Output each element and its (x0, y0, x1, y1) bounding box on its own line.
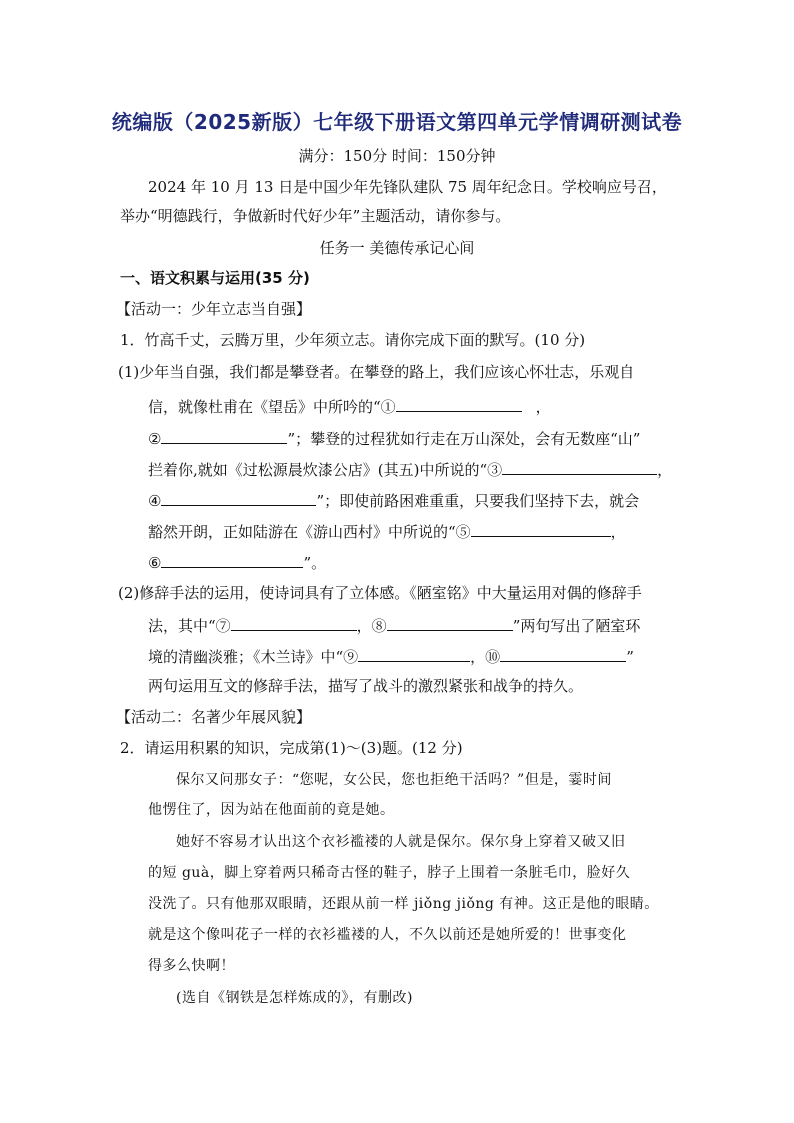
text: ② (148, 430, 162, 448)
passage-line: 他愣住了，因为站在他面前的竟是她。 (148, 802, 395, 818)
activity-2-heading: 【活动二：名著少年展风貌】 (116, 708, 312, 726)
passage-line: 保尔又问那女子：“您呢，女公民，您也拒绝干活吗？”但是，霎时间 (176, 772, 612, 788)
text: ， (535, 398, 551, 416)
text: ，⑩ (470, 648, 501, 666)
section-heading: 一、语文积累与运用(35 分) (120, 269, 310, 287)
text: 信，就像杜甫在《望岳》中所吟的“① (148, 398, 396, 416)
text: ”两句写出了陋室环 (512, 617, 641, 635)
intro-line-2: 举办“明德践行，争做新时代好少年”主题活动，请你参与。 (120, 207, 511, 225)
text: 拦着你,就如《过松源晨炊漆公店》(其五)中所说的“③ (148, 461, 503, 479)
activity-1-heading: 【活动一：少年立志当自强】 (116, 300, 312, 318)
text: 境的清幽淡雅；《木兰诗》中“⑨ (148, 648, 359, 666)
q1-part2-line (148, 614, 640, 636)
passage-line: 她好不容易才认出这个衣衫褴褛的人就是保尔。保尔身上穿着又破又旧 (176, 834, 626, 850)
exam-title: 统编版（2025新版）七年级下册语文第四单元学情调研测试卷 (111, 110, 683, 134)
text: ”。 (303, 554, 327, 572)
q1-part1-line (148, 551, 326, 573)
text: ” (626, 648, 634, 666)
q1-part1-line: (1)少年当自强，我们都是攀登者。在攀登的路上，我们应该心怀壮志，乐观自 (118, 363, 635, 381)
answer-blank-9[interactable] (358, 645, 470, 662)
q1-part1-line (148, 489, 639, 511)
q1-part1-line (148, 395, 551, 417)
intro-line-1: 2024 年 10 月 13 日是中国少年先锋队建队 75 周年纪念日。学校响应号召， (148, 178, 667, 196)
passage-line: 没洗了。只有他那双眼睛，还跟从前一样 jiǒng jiǒng 有神。这正是他的眼睛。 (148, 896, 659, 912)
q1-part1-line (148, 520, 626, 542)
q1-part2-line (148, 645, 634, 667)
question-2-stem: 2．请运用积累的知识，完成第(1)～(3)题。(12 分) (120, 739, 463, 757)
answer-blank-6[interactable] (161, 551, 303, 568)
q1-part1-line (148, 427, 640, 449)
text: ”；即使前路困难重重，只要我们坚持下去，就会 (316, 492, 640, 510)
answer-blank-8[interactable] (387, 614, 513, 631)
text: ⑥ (148, 554, 162, 572)
answer-blank-7[interactable] (231, 614, 357, 631)
passage-source: (选自《钢铁是怎样炼成的》，有删改) (176, 990, 413, 1006)
answer-blank-5[interactable] (471, 520, 611, 537)
text: ④ (148, 492, 162, 510)
passage-line: 的短 guà，脚上穿着两只稀奇古怪的鞋子，脖子上围着一条脏毛巾，脸好久 (148, 865, 631, 881)
answer-blank-3[interactable] (502, 458, 657, 475)
text: 法，其中“⑦ (148, 617, 231, 635)
text: ，⑧ (356, 617, 387, 635)
text: 豁然开朗，正如陆游在《游山西村》中所说的“⑤ (148, 523, 471, 541)
text: ， (657, 461, 673, 479)
text: ”；攀登的过程犹如行走在万山深处，会有无数座“山” (287, 430, 641, 448)
exam-meta: 满分：150分 时间：150分钟 (298, 147, 496, 165)
passage-line: 就是这个像叫花子一样的衣衫褴褛的人，不久以前还是她所爱的！世事变化 (148, 927, 627, 943)
q1-part1-line (148, 458, 672, 480)
answer-blank-1[interactable] (396, 395, 522, 412)
question-1-stem: 1．竹高千丈，云腾万里，少年须立志。请你完成下面的默写。(10 分) (120, 331, 586, 349)
q1-part2-line: (2)修辞手法的运用，使诗词具有了立体感。《陋室铭》中大量运用对偶的修辞手 (118, 584, 642, 602)
text: ， (610, 523, 626, 541)
answer-blank-2[interactable] (161, 427, 287, 444)
answer-blank-4[interactable] (161, 489, 316, 506)
answer-blank-10[interactable] (500, 645, 626, 662)
q1-part2-line: 两句运用互文的修辞手法，描写了战斗的激烈紧张和战争的持久。 (148, 677, 584, 695)
passage-line: 得多么快啊！ (148, 958, 235, 974)
task-title: 任务一 美德传承记心间 (319, 239, 475, 257)
